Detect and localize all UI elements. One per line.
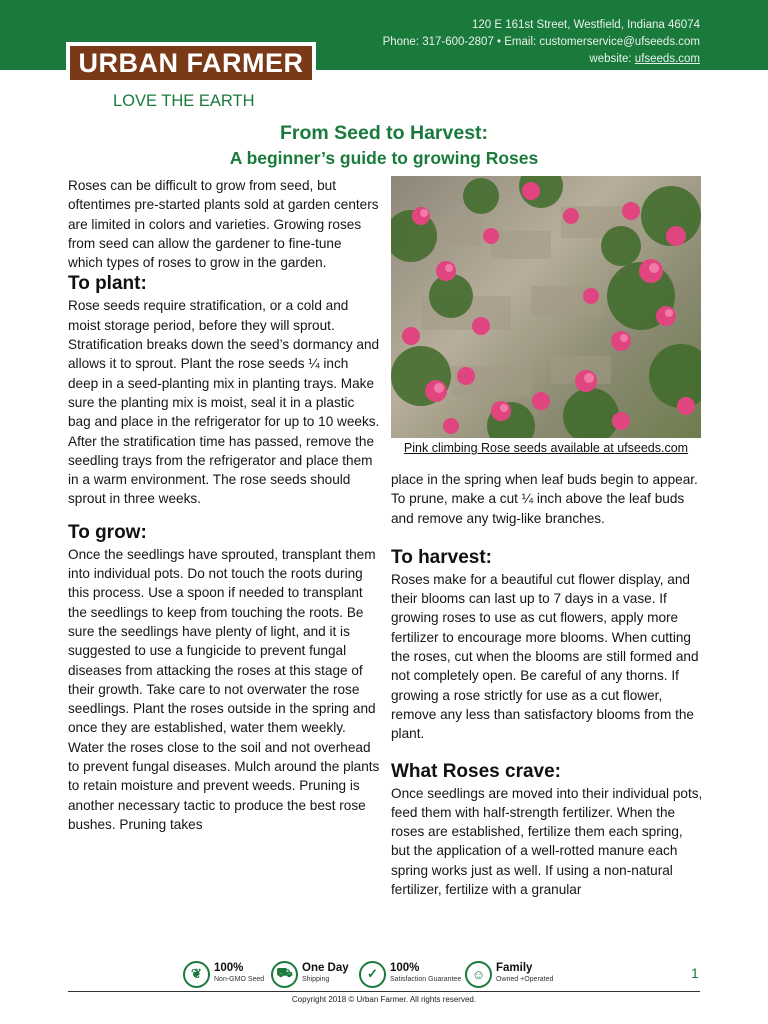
family-icon: ☺	[465, 961, 492, 988]
badge-big: 100%	[390, 962, 420, 974]
grow-paragraph: Once the seedlings have sprouted, transplant them into individual pots. Do not touch the roots during this process. Use a spoon if needed to transplant the seedlings to keep from touching the roots. Be sure the seedlings have plenty of light, and it is suggested to use a fungicide to prevent fungal diseases from attacking the roses at this stage of their growth. Take care to not overwater the rose seedlings. Plant the roses outside in the spring and once they are established, water them weekly. Water the roses close to the soil and not overhead to prevent fungal diseases. Mulch around the plants to retain moisture and prevent weeds. Pruning is another necessary tactic to produce the best rose bushes. Pruning takes	[68, 546, 380, 832]
contact-info	[383, 17, 700, 68]
badge-big: One Day	[302, 962, 349, 974]
trust-badges	[183, 958, 593, 990]
badge-big: Family	[496, 962, 533, 974]
badge-small: Shipping	[302, 976, 330, 983]
page-title	[0, 120, 768, 170]
plant-paragraph: Rose seeds require stratification, or a cold and moist storage period, before they will sprout. Stratification breaks down the seed’s dormancy and allows it to sprout. Plant the rose seeds ¼ inch deep in a seed-planting mix in planting trays. Make sure the planting mix is moist, seal it in a plastic bag and place in the refrigerator for up to 10 weeks. After the stratification time has passed, remove the seedling trays from the refrigerator and place them in a warm environment. The rose seeds should sprout in three weeks.	[68, 298, 380, 507]
heading-to-plant: To plant:	[68, 273, 147, 295]
footer-divider	[68, 991, 700, 992]
rose-illustration	[391, 176, 701, 438]
website	[383, 51, 700, 68]
badge-small: Satisfaction Guarantee	[390, 976, 462, 983]
badge-shipping	[271, 958, 349, 990]
crave-paragraph: Once seedlings are moved into their individual pots, feed them with half-strength fertilizer. When the roses are established, fertilize them each spring, but the application of a well-rotted manure each spring works just as well. If using a non-natural fertilizer, fertilize with a granular	[391, 785, 703, 898]
logo-text: URBAN FARMER	[70, 46, 312, 80]
intro-paragraph: Roses can be difficult to grow from seed, but oftentimes pre-started plants sold at garden centers are limited in colors and varieties. Growing roses from seed can allow the gardener to fine-tune which types of roses to grow in the garden.	[68, 178, 379, 271]
badge-family	[465, 958, 553, 990]
page-number: 1	[691, 965, 699, 981]
website-link[interactable]: ufseeds.com	[634, 53, 700, 65]
photo-caption[interactable]: Pink climbing Rose seeds available at ufseeds.com	[403, 441, 689, 455]
copyright: Copyright 2018 © Urban Farmer. All rights reserved.	[291, 995, 477, 1004]
badge-small: Non-GMO Seed	[214, 976, 265, 983]
truck-icon: ⛟	[271, 961, 298, 988]
tagline: LOVE THE EARTH	[113, 92, 255, 110]
title-line-1: From Seed to Harvest:	[279, 122, 489, 144]
heading-to-harvest: To harvest:	[391, 546, 493, 568]
harvest-paragraph: Roses make for a beautiful cut flower display, and their blooms can last up to 7 days in a vase. If growing roses to use as cut flowers, apply more fertilizer to encourage more blooms. When cutting the roses, cut when the blooms are still formed and not completely open. Be careful of any thorns. If growing a rose strictly for use as a cut flower, remove any less than satisfactory blooms from the plant.	[391, 571, 699, 742]
left-column	[68, 176, 380, 834]
grow-paragraph-continued: place in the spring when leaf buds begin to appear. To prune, make a cut ¼ inch above the leaf buds and remove any twig-like branches.	[391, 472, 698, 526]
website-label: website:	[589, 53, 635, 65]
badge-small: Owned +Operated	[496, 976, 554, 983]
badge-big: 100%	[214, 962, 244, 974]
rose-photo	[391, 176, 701, 438]
heading-to-grow: To grow:	[68, 521, 147, 543]
right-column	[391, 470, 703, 899]
check-icon: ✓	[359, 961, 386, 988]
phone-email: Phone: 317-600-2807 • Email: customerservice@ufseeds.com	[382, 36, 700, 48]
badge-satisfaction	[359, 958, 461, 990]
heading-what-roses-crave: What Roses crave:	[391, 760, 562, 782]
logo[interactable]	[66, 42, 316, 84]
address: 120 E 161st Street, Westfield, Indiana 46074	[471, 19, 700, 31]
title-line-2: A beginner’s guide to growing Roses	[229, 148, 539, 168]
badge-non-gmo	[183, 958, 264, 990]
leaf-icon: ❦	[183, 961, 210, 988]
